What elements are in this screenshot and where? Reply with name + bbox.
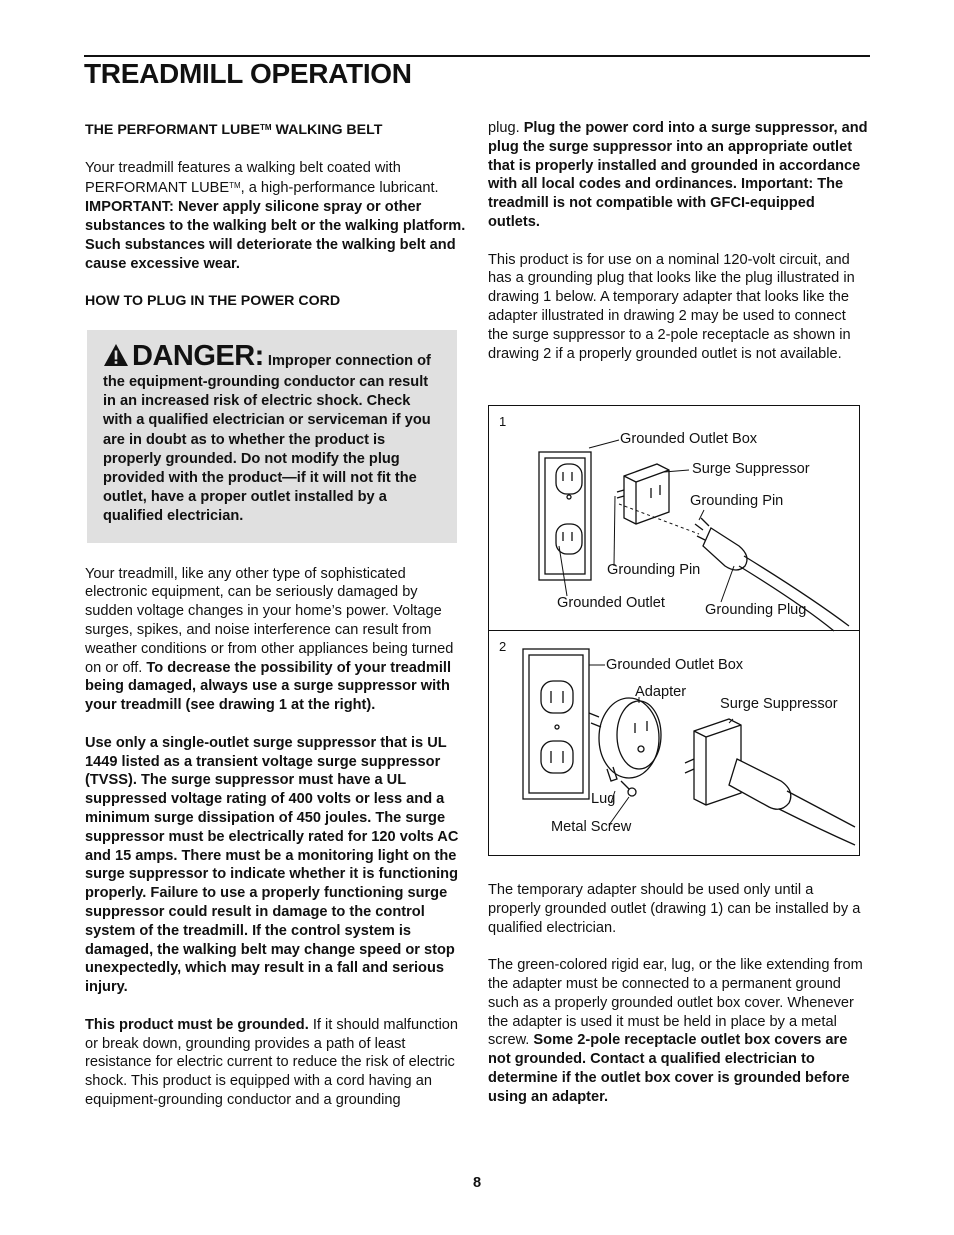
label-grounded-outlet: Grounded Outlet	[557, 595, 665, 611]
danger-text: Improper connection of the equipment-grounding conductor can result in an increased risk of electric shock. Check with a qualified electrician or serviceman if you are in doubt as to whether the product is properly grounded. Do not modify the plug provided with the product—if it will not fit the outlet, have a proper outlet installed by a qualified electrician.	[103, 352, 431, 525]
warning-triangle-icon	[103, 343, 129, 373]
right-column-bottom	[488, 881, 870, 1125]
section-heading-power-cord: HOW TO PLUG IN THE POWER CORD	[85, 293, 341, 310]
surge-suppressor-requirements: Use only a single-outlet surge suppressor that is UL 1449 listed as a transient voltage surge suppressor (TVSS). The surge suppressor must have a UL suppressed voltage rating of 400 volts or less and a minimum surge dissipation of 450 joules. The surge suppressor must be electrically rated for 120 volts AC and 15 amps. There must be a monitoring light on the surge suppressor to indicate whether it is functioning properly. Failure to use a properly functioning surge suppressor could result in damage to the control system of the treadmill. If the control system is damaged, the walking belt may change speed or stop unexpectedly, which may result in a fall and serious injury.	[85, 734, 459, 996]
page-title: TREADMILL OPERATION	[84, 58, 412, 89]
label-lug: Lug	[591, 791, 616, 807]
temporary-adapter-paragraph: The temporary adapter should be used only until a properly grounded outlet (drawing 1) can be installed by a qualified electrician.	[488, 882, 861, 936]
surge-paragraph: Your treadmill, like any other type of sophisticated electronic equipment, can be seriously damaged by sudden voltage changes in your home’s power. Voltage surges, spikes, and noise interference can result from weather conditions or from other appliances being turned on or off. To decrease the possibility of your treadmill being damaged, always use a surge suppressor with your treadmill (see drawing 1 at the right).	[85, 565, 454, 714]
danger-box	[87, 330, 457, 543]
label-grounded-outlet-box: Grounded Outlet Box	[620, 431, 758, 447]
page-number: 8	[472, 1175, 482, 1191]
drawing-2	[488, 630, 860, 856]
drawing-1-number: 1	[499, 414, 507, 429]
label-metal-screw: Metal Screw	[551, 819, 632, 835]
label-grounding-pin-left: Grounding Pin	[607, 562, 701, 578]
danger-label: DANGER:	[132, 339, 264, 372]
label-grounding-plug: Grounding Plug	[705, 602, 807, 618]
right-column-top	[488, 119, 870, 382]
plug-paragraph: plug. Plug the power cord into a surge suppressor, and plug the surge suppressor into an appropriate outlet that is properly installed and grounded in accordance with all local codes and ordinances. Important: The treadmill is not compatible with GFCI-equipped outlets.	[488, 120, 868, 230]
label-grounded-outlet-box: Grounded Outlet Box	[606, 657, 744, 673]
walking-belt-paragraph: Your treadmill features a walking belt coated with PERFORMANT LUBE™, a high-performance lubricant. IMPORTANT: Never apply silicone spray or other substances to the walking belt or the walking platform. Such substances will deteriorate the walking belt and cause excessive wear.	[85, 159, 466, 272]
left-column	[85, 119, 467, 1129]
grounding-paragraph: This product must be grounded. If it should malfunction or break down, grounding provides a path of least resistance for electric current to reduce the risk of electric shock. This product is equipped with a cord having an equipment-grounding conductor and a grounding	[85, 1016, 459, 1108]
label-grounding-pin-right: Grounding Pin	[690, 493, 784, 509]
section-heading-walking-belt: THE PERFORMANT LUBE™ WALKING BELT	[85, 122, 383, 138]
header-rule	[84, 55, 870, 57]
lug-paragraph: The green-colored rigid ear, lug, or the like extending from the adapter must be connected to a permanent ground such as a properly grounded outlet box cover. Whenever the adapter is used it must be held in place by a metal screw. Some 2-pole receptacle outlet box covers are not grounded. Contact a qualified electrician to determine if the outlet box cover is grounded before using an adapter.	[488, 957, 863, 1105]
label-surge-suppressor: Surge Suppressor	[720, 696, 838, 712]
drawing-1	[488, 405, 860, 631]
label-adapter: Adapter	[635, 684, 687, 700]
label-surge-suppressor: Surge Suppressor	[692, 461, 810, 477]
drawing-2-number: 2	[499, 639, 507, 654]
voltage-paragraph: This product is for use on a nominal 120-volt circuit, and has a grounding plug that looks like the plug illustrated in drawing 1 below. A temporary adapter that looks like the adapter illustrated in drawing 2 may be used to connect the surge suppressor to a 2-pole receptacle as shown in drawing 2 if a properly grounded outlet is not available.	[488, 251, 855, 362]
